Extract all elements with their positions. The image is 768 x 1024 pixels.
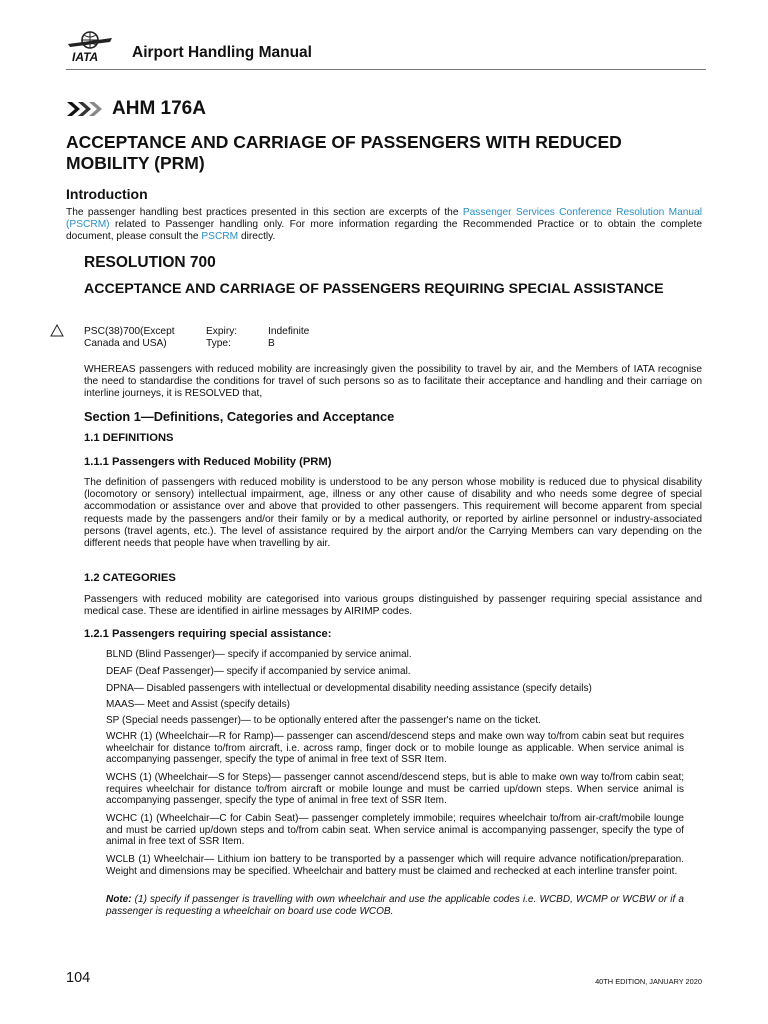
list-item: WCHC (1) (Wheelchair—C for Cabin Seat)— passenger completely immobile; requires wheelchair to/from air-craft/mobile lounge and must be carried up/down steps and to/from cabin seat. When service animal is accompanying passenger, specify the type of animal in free text of SSR Item. [106, 813, 684, 848]
page-number: 104 [66, 970, 91, 986]
list-item: DPNA— Disabled passengers with intellectual or developmental disability needing assistance (specify details) [106, 683, 592, 694]
expiry-value: Indefinite [268, 326, 310, 337]
list-item: WCLB (1) Wheelchair— Lithium ion battery to be transported by a passenger which will require advance notification/preparation. Weight and dimensions may be specified. Wheelchair and battery must be claimed and rechecked at each interline transfer point. [106, 854, 684, 877]
resolution-meta [84, 326, 309, 351]
prm-heading: 1.1.1 Passengers with Reduced Mobility (PRM) [84, 456, 332, 468]
pscrm-short-link[interactable]: PSCRM [201, 231, 239, 243]
type-value: B [268, 338, 275, 350]
list-item: MAAS— Meet and Assist (specify details) [106, 699, 290, 710]
whereas-paragraph: WHEREAS passengers with reduced mobility are increasingly given the possibility to travel by air, and the Members of IATA recognise the need to standardise the conditions for travel of such persons so as to facilitate their acceptance and handling and their carriage on interline journeys, it is RESOLVED that, [84, 364, 702, 400]
intro-text-3: directly. [238, 231, 276, 243]
chapter-code: AHM 176A [112, 98, 206, 119]
introduction-text [66, 207, 702, 244]
chevrons-icon [66, 100, 106, 123]
expiry-label: Expiry: [206, 326, 238, 337]
categories-text: Passengers with reduced mobility are categorised into various groups distinguished by passenger requiring special assistance and medical case. These are identified in airline messages by AIRIMP codes. [84, 594, 702, 618]
chapter-title: ACCEPTANCE AND CARRIAGE OF PASSENGERS WITH REDUCED MOBILITY (PRM) [66, 132, 622, 173]
introduction-heading: Introduction [66, 186, 148, 202]
list-item: DEAF (Deaf Passenger)— specify if accompanied by service animal. [106, 666, 411, 677]
categories-heading: 1.2 CATEGORIES [84, 572, 176, 584]
resolution-number: RESOLUTION 700 [84, 254, 216, 271]
list-item: SP (Special needs passenger)— to be optionally entered after the passenger's name on the ticket. [106, 715, 541, 726]
list-item: BLND (Blind Passenger)— specify if accompanied by service animal. [106, 649, 412, 660]
svg-text:IATA: IATA [72, 50, 99, 64]
list-item: WCHS (1) (Wheelchair—S for Steps)— passenger cannot ascend/descend steps, but is able to make own way to/from cabin seat; requires wheelchair for distance to/from aircraft or mobile lounge and must be carried up/down steps. When service animal is accompanying passenger, specify the type of animal in free text of SSR Item. [106, 772, 684, 807]
note-label: Note: [106, 894, 132, 905]
psc-line-2: Canada and USA) [84, 338, 167, 350]
iata-logo [66, 30, 116, 64]
intro-text-1: The passenger handling best practices presented in this section are excerpts of the [66, 207, 463, 218]
special-assistance-heading: 1.2.1 Passengers requiring special assistance: [84, 628, 332, 640]
type-label: Type: [206, 338, 231, 350]
edition-label: 40TH EDITION, JANUARY 2020 [595, 977, 702, 986]
list-item: WCHR (1) (Wheelchair—R for Ramp)— passenger can ascend/descend steps and make own way to/from cabin seat but requires wheelchair for distance to/from aircraft, i.e. across ramp, finger dock or to mobile lounge as applicable. When service animal is accompanying passenger, specify the type of animal in free text of SSR Item. [106, 731, 684, 766]
change-triangle-icon [50, 324, 64, 342]
pscrm-link[interactable]: Passenger Services Conference Resolution Manual (PSCRM) [66, 207, 702, 231]
psc-line-1: PSC(38)700(Except [84, 326, 175, 337]
header-divider [66, 69, 706, 70]
manual-title: Airport Handling Manual [132, 44, 312, 61]
page-header [66, 30, 706, 70]
intro-text-2: related to Passenger handling only. For more information regarding the Recommended Practice or to obtain the complete document, please consult the [66, 219, 702, 243]
prm-definition: The definition of passengers with reduced mobility is understood to be any person whose mobility is reduced due to physical disability (locomotory or sensory) intellectual impairment, age, illness or any other cause of disability and who needs some degree of special accommodation or assistance over and above that provided to other passengers. This requirement will become apparent from special requests made by the passengers and/or their family or by a medical authority, or reported by airline personnel or industry-associated persons (travel agents, etc.). The level of assistance required by the airport and/or the Carrying Members can vary depending on the different needs that people have when travelling by air. [84, 477, 702, 550]
definitions-heading: 1.1 DEFINITIONS [84, 432, 174, 444]
note [106, 894, 684, 917]
resolution-title: ACCEPTANCE AND CARRIAGE OF PASSENGERS REQUIRING SPECIAL ASSISTANCE [84, 281, 664, 297]
section-1-heading: Section 1—Definitions, Categories and Acceptance [84, 409, 395, 424]
note-text: (1) specify if passenger is travelling with own wheelchair and use the applicable codes i.e. WCBD, WCMP or WCBW or if a passenger is requesting a wheelchair on board use code WCOB. [106, 894, 684, 917]
